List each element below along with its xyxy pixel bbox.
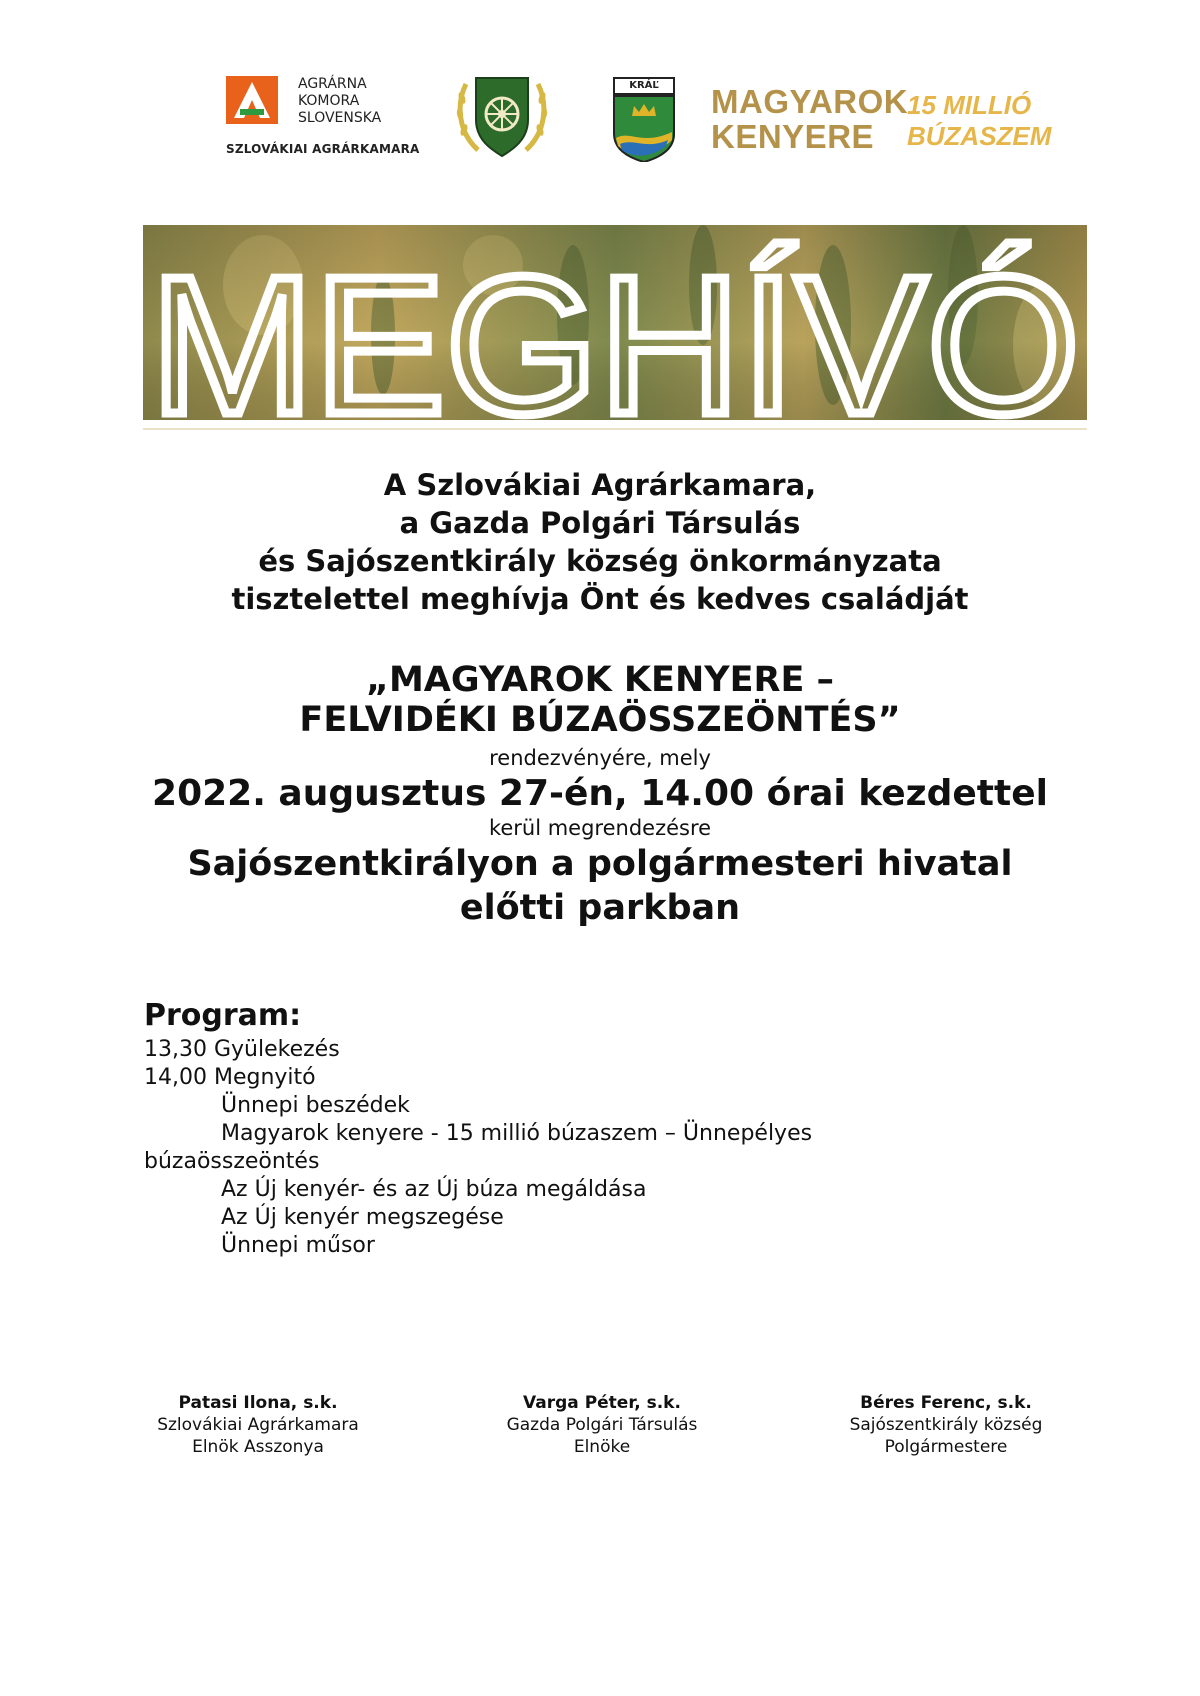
signature-org: Szlovákiai Agrárkamara	[157, 1415, 359, 1435]
wheat-banner	[143, 225, 1087, 420]
signature-block-1	[108, 1392, 408, 1458]
banner-title: MEGHÍVÓ	[150, 236, 1080, 420]
event-connector-1: rendezvényére, mely	[489, 746, 711, 770]
program-item: búzaösszeöntés	[144, 1149, 320, 1174]
signature-org: Sajószentkirály község	[849, 1415, 1043, 1435]
event-date-time: 2022. augusztus 27-én, 14.00 órai kezdettel	[152, 773, 1048, 814]
signature-name: Patasi Ilona, s.k.	[178, 1393, 338, 1413]
banner-divider	[143, 428, 1087, 430]
signature-org: Gazda Polgári Társulás	[506, 1415, 698, 1435]
chamber-logo-text: AGRÁRNA KOMORA SLOVENSKA	[298, 76, 382, 126]
signature-name: Béres Ferenc, s.k.	[860, 1393, 1032, 1413]
intro-text: A Szlovákiai Agrárkamara, a Gazda Polgári Társulás és Sajószentkirály község önkormányzata tisztelettel meghívja Önt és kedves családját	[231, 468, 969, 616]
coat-of-arms-label: KRÁĽ	[629, 80, 659, 91]
chamber-logo-icon	[226, 76, 278, 124]
campaign-logo-main: MAGYAROK KENYERE	[711, 83, 909, 155]
event-connector-2: kerül megrendezésre	[488, 816, 712, 840]
program-item: Magyarok kenyere - 15 millió búzaszem – Ünnepélyes	[221, 1121, 813, 1146]
program-item: 14,00 Megnyitó	[144, 1065, 316, 1090]
event-title: „MAGYAROK KENYERE – FELVIDÉKI BÚZAÖSSZEÖNTÉS”	[299, 660, 901, 740]
signature-block-3	[796, 1392, 1096, 1458]
program-item: Az Új kenyér- és az Új búza megáldása	[221, 1177, 647, 1202]
program-item: Az Új kenyér megszegése	[221, 1205, 504, 1230]
program-item: Ünnepi beszédek	[221, 1093, 410, 1118]
chamber-logo-caption: SZLOVÁKIAI AGRÁRKAMARA	[226, 142, 420, 156]
program-item: Ünnepi műsor	[221, 1233, 375, 1258]
program-title: Program:	[144, 998, 302, 1033]
event-place: Sajószentkirályon a polgármesteri hivatal előtti parkban	[187, 844, 1013, 928]
program-item: 13,30 Gyülekezés	[144, 1037, 340, 1062]
association-emblem-icon	[452, 70, 552, 164]
chamber-logo	[226, 76, 426, 166]
signature-block-2	[452, 1392, 752, 1458]
signature-name: Varga Péter, s.k.	[523, 1393, 681, 1413]
signature-role: Polgármestere	[884, 1437, 1008, 1457]
campaign-logo	[711, 84, 1056, 154]
signature-role: Elnök Asszonya	[192, 1437, 324, 1457]
municipal-coat-of-arms	[612, 76, 676, 162]
wheat-banner-image	[143, 225, 1087, 420]
signature-role: Elnöke	[573, 1437, 631, 1457]
program-list	[144, 1036, 812, 1260]
campaign-logo-sub: 15 MILLIÓ BÚZASZEM	[907, 90, 1052, 151]
